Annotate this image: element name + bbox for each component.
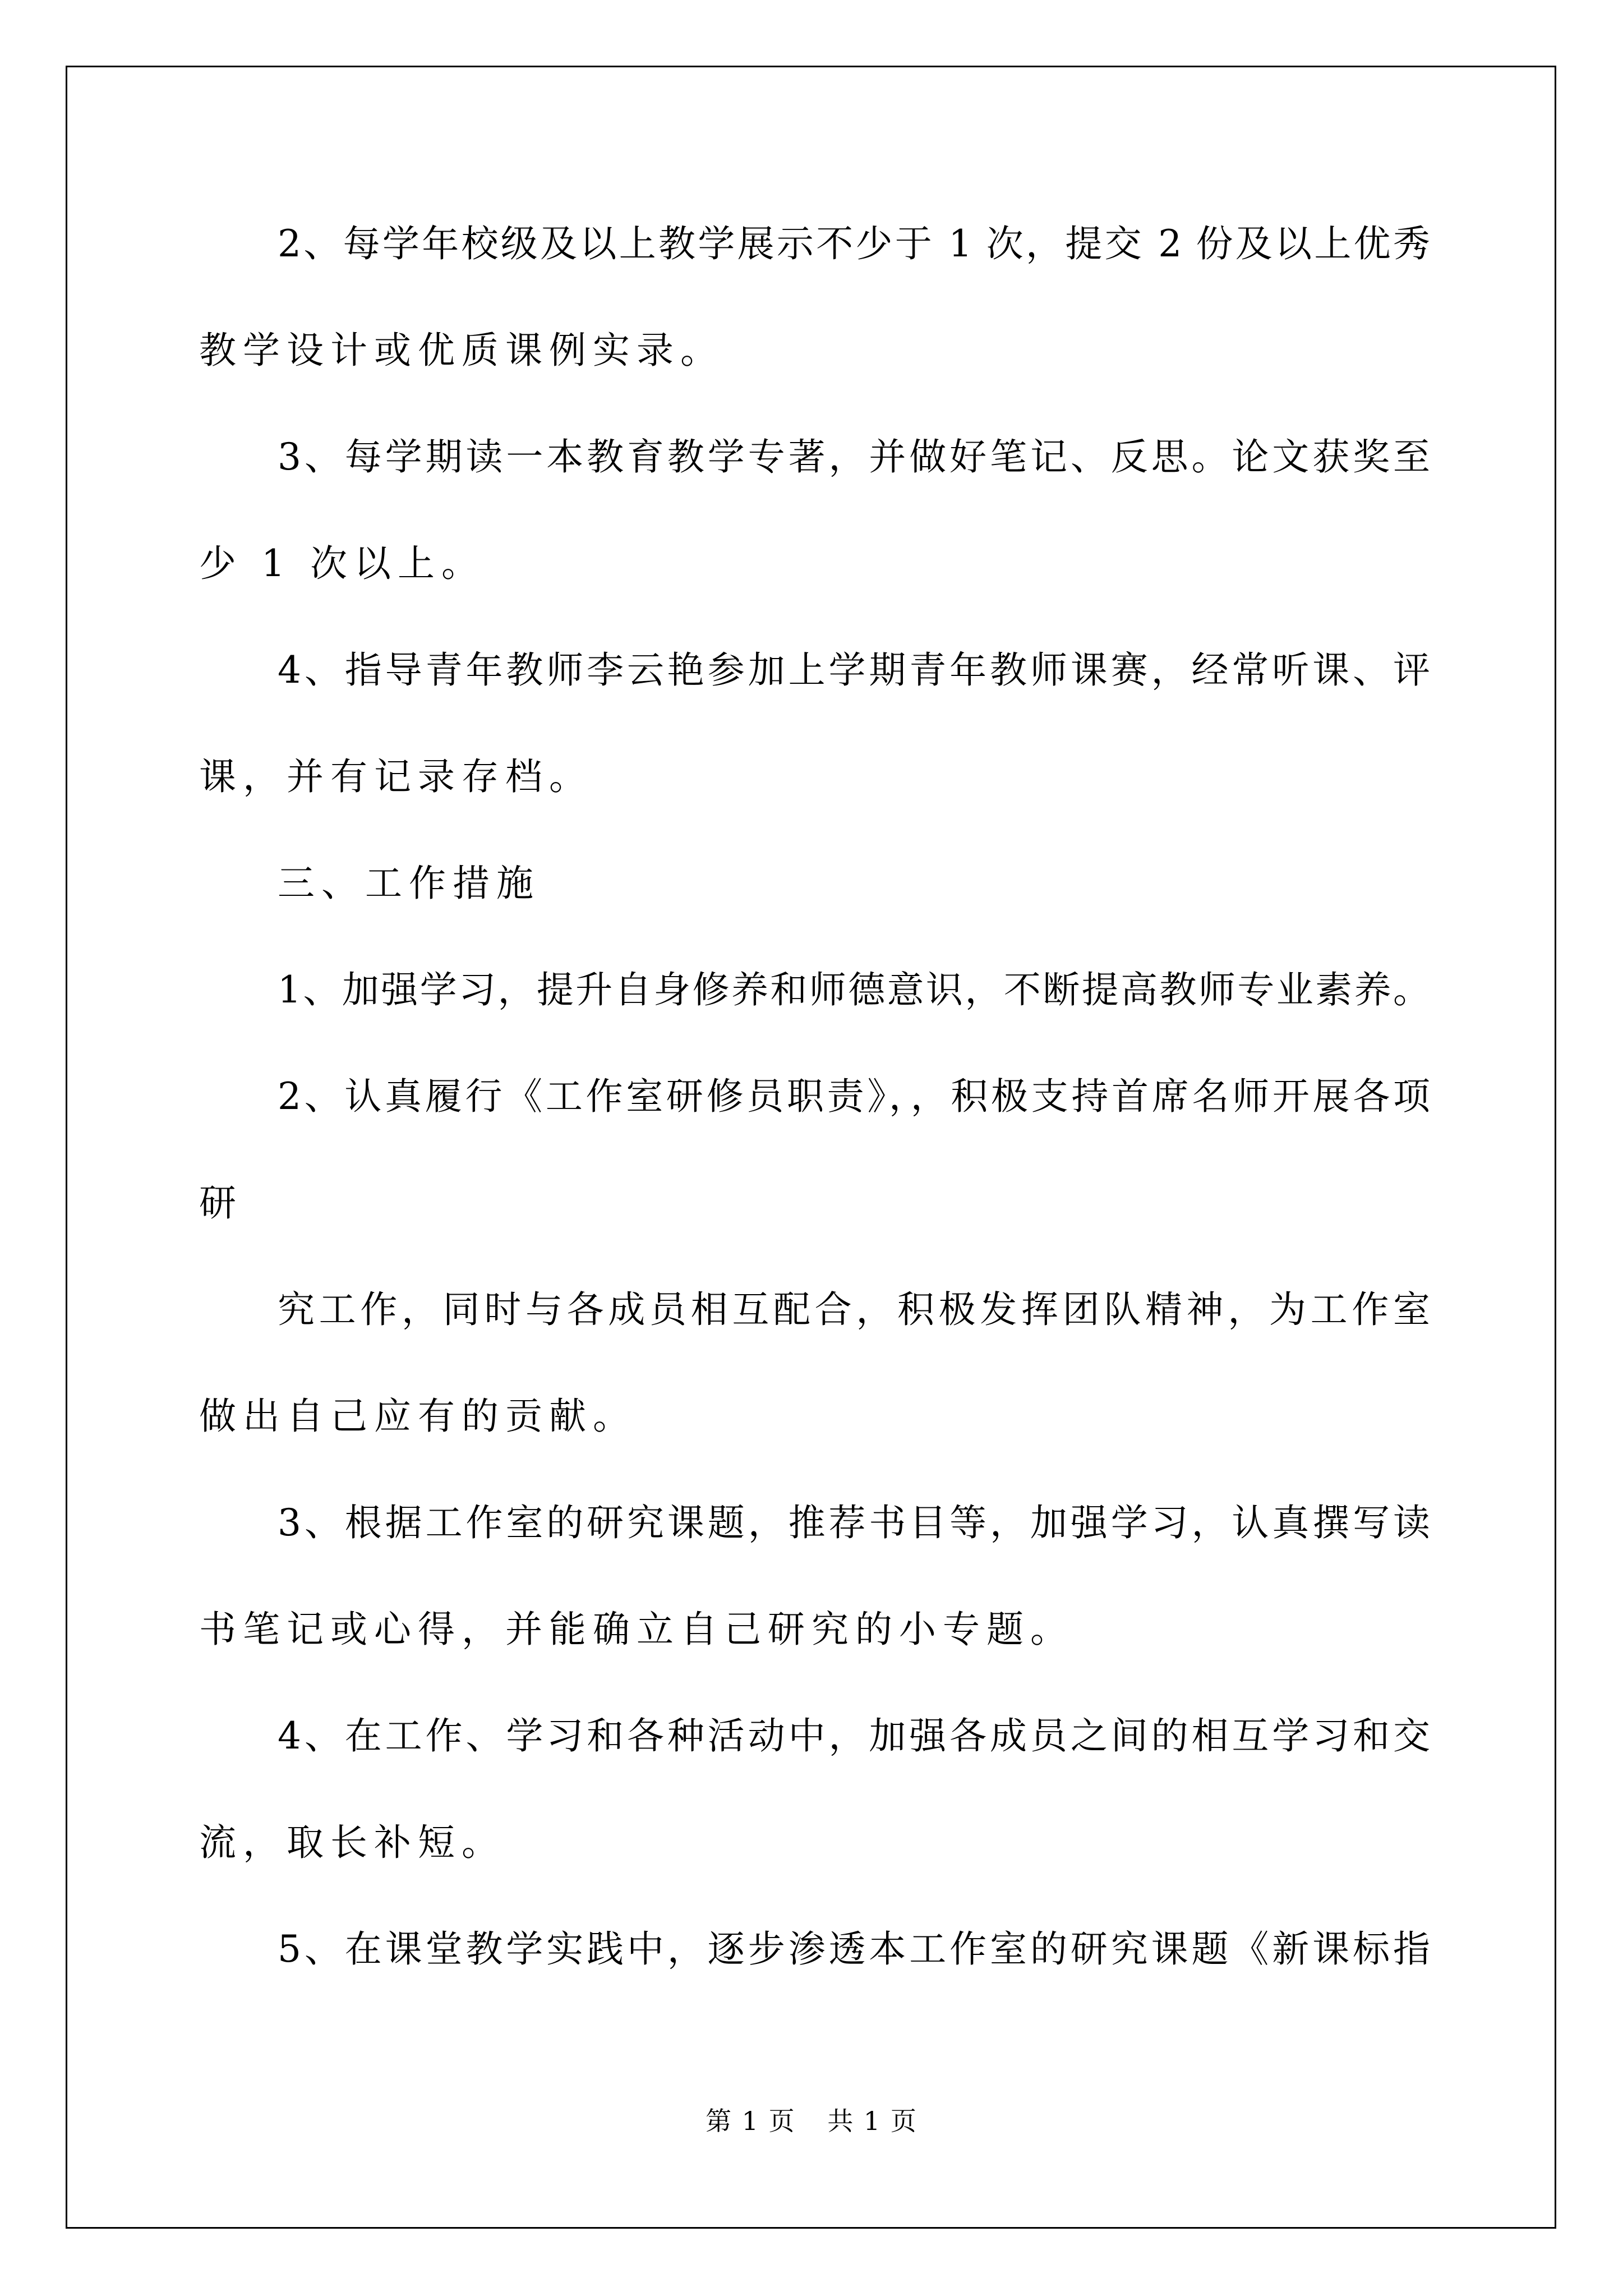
paragraph-line: 课，并有记录存档。 [199, 755, 593, 798]
paragraph-line: 2、每学年校级及以上教学展示不少于 1 次，提交 2 份及以上优秀 [278, 222, 1430, 265]
paragraph-line: 做出自己应有的贡献。 [199, 1395, 637, 1438]
paragraph-line: 1、加强学习，提升自身修养和师德意识，不断提高教师专业素养。 [278, 968, 1430, 1011]
paragraph-line: 3、每学期读一本教育教学专著，并做好笔记、反思。论文获奖至 [278, 435, 1430, 478]
paragraph-line: 流，取长补短。 [199, 1821, 505, 1864]
section-heading: 三、工作措施 [278, 862, 540, 905]
paragraph-line: 究工作，同时与各成员相互配合，积极发挥团队精神，为工作室 [278, 1288, 1430, 1331]
paragraph-line: 4、在工作、学习和各种活动中，加强各成员之间的相互学习和交 [278, 1714, 1430, 1757]
paragraph-line: 书笔记或心得，并能确立自己研究的小专题。 [199, 1608, 1074, 1651]
document-body [199, 191, 1430, 2003]
paragraph-line: 5、在课堂教学实践中，逐步渗透本工作室的研究课题《新课标指 [278, 1927, 1430, 1971]
paragraph-line: 2、认真履行《工作室研修员职责》，，积极支持首席名师开展各项 [278, 1075, 1430, 1118]
page-footer [0, 2101, 1623, 2138]
page-total: 共 1 页 [827, 2106, 917, 2136]
paragraph-line: 4、指导青年教师李云艳参加上学期青年教师课赛，经常听课、评 [278, 648, 1430, 692]
page-number: 第 1 页 [706, 2106, 796, 2136]
paragraph-line: 少 1 次以上。 [199, 542, 485, 585]
paragraph-line: 研 [199, 1181, 243, 1225]
paragraph-line: 教学设计或优质课例实录。 [199, 329, 724, 372]
paragraph-line: 3、根据工作室的研究课题，推荐书目等，加强学习，认真撰写读 [278, 1501, 1430, 1544]
